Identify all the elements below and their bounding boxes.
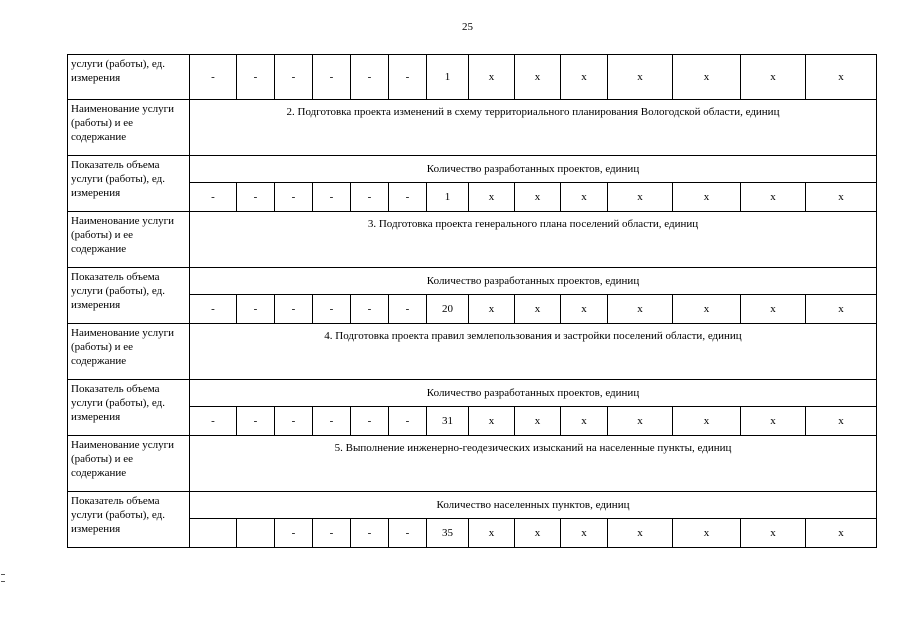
- value-cell: -: [389, 183, 427, 212]
- indicator-label-cell: Показатель объема услуги (работы), ед. измерения: [68, 156, 190, 212]
- value-cell: x: [741, 295, 806, 324]
- value-cell: x: [515, 407, 561, 436]
- value-cell: x: [673, 295, 741, 324]
- value-cell: -: [275, 407, 313, 436]
- value-cell: -: [351, 519, 389, 548]
- value-cell: -: [389, 295, 427, 324]
- value-cell: -: [237, 295, 275, 324]
- value-cell: -: [389, 55, 427, 100]
- value-cell: -: [351, 295, 389, 324]
- value-cell: 1: [427, 183, 469, 212]
- table-row: [68, 519, 877, 548]
- value-cell: x: [741, 55, 806, 100]
- table-row: [68, 295, 877, 324]
- value-cell: x: [806, 183, 877, 212]
- value-cell: x: [561, 183, 608, 212]
- value-cell: x: [608, 55, 673, 100]
- name-label-cell: Наименование услуги (работы) и ее содержание: [68, 436, 190, 492]
- value-cell: x: [469, 183, 515, 212]
- value-cell: x: [469, 55, 515, 100]
- value-cell: 1: [427, 55, 469, 100]
- value-cell: x: [673, 183, 741, 212]
- table-row: [68, 324, 877, 380]
- value-cell: -: [351, 183, 389, 212]
- value-cell: x: [469, 295, 515, 324]
- value-cell: x: [673, 407, 741, 436]
- value-cell: -: [351, 55, 389, 100]
- value-cell: x: [741, 407, 806, 436]
- value-cell: -: [351, 407, 389, 436]
- value-cell: x: [608, 183, 673, 212]
- indicator-title-cell: Количество разработанных проектов, единиц: [190, 380, 877, 407]
- value-cell: x: [515, 519, 561, 548]
- service-title-cell: 5. Выполнение инженерно-геодезических изысканий на населенные пункты, единиц: [190, 436, 877, 492]
- table-row: [68, 55, 877, 100]
- indicator-title-cell: Количество разработанных проектов, единиц: [190, 268, 877, 295]
- value-cell: x: [561, 295, 608, 324]
- service-title-cell: 2. Подготовка проекта изменений в схему территориального планирования Вологодской области, единиц: [190, 100, 877, 156]
- value-cell: -: [313, 407, 351, 436]
- page-number: 25: [462, 21, 473, 33]
- table-row: [68, 407, 877, 436]
- name-label-cell: Наименование услуги (работы) и ее содержание: [68, 212, 190, 268]
- table-body: [68, 55, 877, 548]
- value-cell: -: [389, 519, 427, 548]
- value-cell: x: [608, 519, 673, 548]
- value-cell: x: [561, 519, 608, 548]
- service-volume-table: [67, 54, 877, 548]
- indicator-label-cell: Показатель объема услуги (работы), ед. измерения: [68, 380, 190, 436]
- value-cell: x: [806, 55, 877, 100]
- value-cell: x: [469, 407, 515, 436]
- value-cell: -: [190, 407, 237, 436]
- indicator-label-cell: услуги (работы), ед. измерения: [68, 55, 190, 100]
- value-cell: x: [741, 519, 806, 548]
- table-row: [68, 492, 877, 519]
- table-row: [68, 156, 877, 183]
- value-cell: x: [673, 55, 741, 100]
- service-title-cell: 4. Подготовка проекта правил землепользования и застройки поселений области, единиц: [190, 324, 877, 380]
- table-row: [68, 436, 877, 492]
- name-label-cell: Наименование услуги (работы) и ее содержание: [68, 100, 190, 156]
- value-cell: [190, 519, 237, 548]
- value-cell: -: [275, 519, 313, 548]
- value-cell: -: [190, 183, 237, 212]
- value-cell: -: [275, 55, 313, 100]
- value-cell: x: [806, 295, 877, 324]
- value-cell: x: [469, 519, 515, 548]
- name-label-cell: Наименование услуги (работы) и ее содержание: [68, 324, 190, 380]
- service-title-cell: 3. Подготовка проекта генерального плана поселений области, единиц: [190, 212, 877, 268]
- value-cell: 31: [427, 407, 469, 436]
- value-cell: x: [806, 519, 877, 548]
- value-cell: -: [237, 55, 275, 100]
- value-cell: -: [313, 295, 351, 324]
- value-cell: x: [741, 183, 806, 212]
- value-cell: x: [673, 519, 741, 548]
- value-cell: -: [190, 295, 237, 324]
- value-cell: -: [237, 407, 275, 436]
- value-cell: x: [806, 407, 877, 436]
- value-cell: -: [275, 295, 313, 324]
- value-cell: x: [608, 407, 673, 436]
- value-cell: x: [561, 55, 608, 100]
- value-cell: x: [515, 295, 561, 324]
- value-cell: x: [515, 55, 561, 100]
- value-cell: -: [313, 519, 351, 548]
- value-cell: -: [389, 407, 427, 436]
- value-cell: 35: [427, 519, 469, 548]
- value-cell: -: [237, 183, 275, 212]
- scan-artifact: [1, 574, 5, 582]
- value-cell: -: [313, 55, 351, 100]
- table-row: [68, 100, 877, 156]
- table-row: [68, 268, 877, 295]
- value-cell: -: [275, 183, 313, 212]
- value-cell: x: [561, 407, 608, 436]
- indicator-label-cell: Показатель объема услуги (работы), ед. измерения: [68, 268, 190, 324]
- table-row: [68, 380, 877, 407]
- value-cell: x: [608, 295, 673, 324]
- indicator-title-cell: Количество населенных пунктов, единиц: [190, 492, 877, 519]
- value-cell: [237, 519, 275, 548]
- table-row: [68, 212, 877, 268]
- value-cell: 20: [427, 295, 469, 324]
- indicator-title-cell: Количество разработанных проектов, единиц: [190, 156, 877, 183]
- indicator-label-cell: Показатель объема услуги (работы), ед. измерения: [68, 492, 190, 548]
- value-cell: -: [190, 55, 237, 100]
- table-row: [68, 183, 877, 212]
- value-cell: x: [515, 183, 561, 212]
- value-cell: -: [313, 183, 351, 212]
